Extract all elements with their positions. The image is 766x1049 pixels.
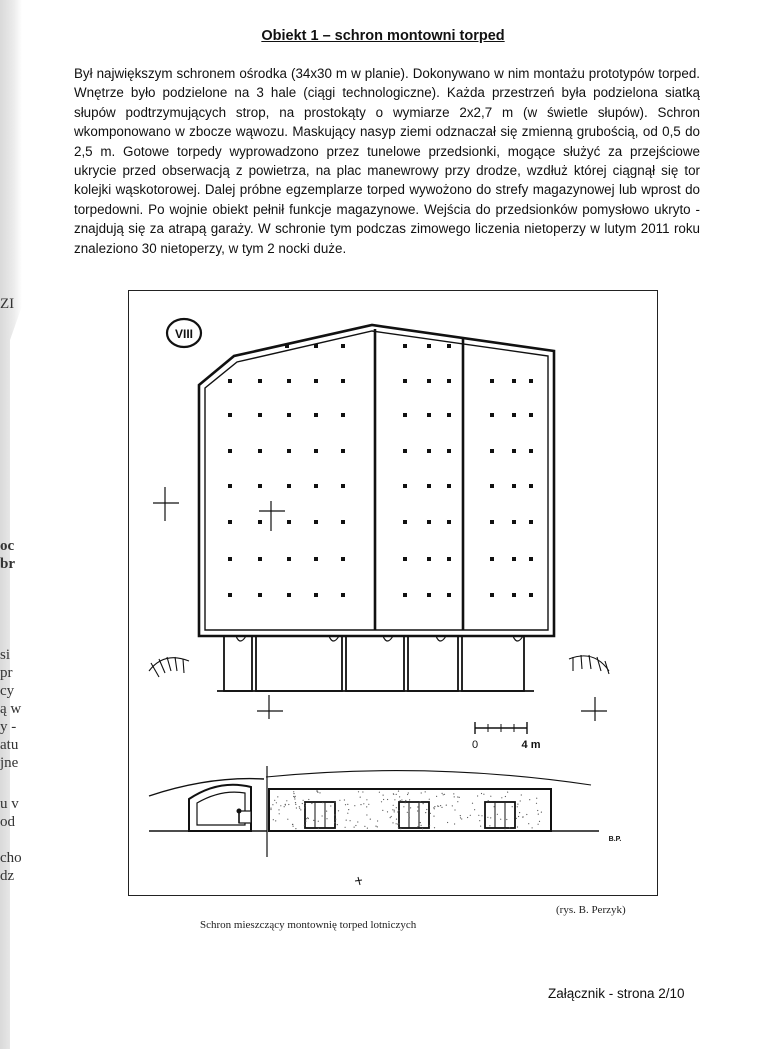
support-column [427,344,431,348]
support-column [512,557,516,561]
support-column [529,557,533,561]
bunker-drawing [128,290,658,896]
support-column [341,379,345,383]
edge-fragment: cho [0,850,22,866]
support-column [258,484,262,488]
support-column [287,413,291,417]
section-stipple [270,790,542,829]
support-column [341,593,345,597]
edge-fragment: y - [0,719,17,735]
support-column [447,379,451,383]
support-column [314,520,318,524]
support-column [285,344,289,348]
edge-fragment: oc [0,538,15,554]
edge-fragment: br [0,556,15,572]
support-column [228,593,232,597]
edge-fragment: dz [0,868,15,884]
support-column [341,344,345,348]
support-column [529,520,533,524]
support-column [403,344,407,348]
support-column [490,379,494,383]
support-column [403,520,407,524]
support-column [447,344,451,348]
support-column [447,449,451,453]
support-column [512,449,516,453]
support-column [490,413,494,417]
cross-section [149,766,599,857]
column-grid [228,344,533,597]
support-column [341,557,345,561]
floor-plan-outline [199,325,554,636]
bunker-plan-svg [129,291,657,895]
support-column [427,449,431,453]
support-column [287,593,291,597]
support-column [512,413,516,417]
support-column [512,593,516,597]
support-column [403,449,407,453]
edge-fragment: cy [0,683,15,699]
support-column [427,520,431,524]
support-column [314,344,318,348]
support-column [512,484,516,488]
support-column [341,449,345,453]
support-column [287,484,291,488]
support-column [427,413,431,417]
support-column [447,593,451,597]
support-column [341,484,345,488]
support-column [529,593,533,597]
support-column [258,557,262,561]
drawing-credit: (rys. B. Perzyk) [556,904,626,916]
page-title: Obiekt 1 – schron montowni torped [261,28,505,44]
support-column [529,484,533,488]
support-column [287,379,291,383]
description-paragraph: Był największym schronem ośrodka (34x30 m w planie). Dokonywano w nim montażu prototypów torped. Wnętrze było podzielone na 3 hale (ciągi technologiczne). Każda przestrzeń była podzielona siatką słupów podtrzymujących strop, na prostokąty o wymiarze 2x2,7 m (w świetle słupów). Schron wkomponowano w zboczе wąwozu. Maskujący nasyp ziemi odznaczał się zmienną grubością, od 0,5 do 2,5 m. Gotowe torpedy wyprowadzono przez tunelowe przedsionki, mogące służyć za przejściowe ukrycie przed obserwacją z powietrza, na plac manewrowy przy drodze, wzdłuż której ciągnął się tor kolejki wąskotorowej. Dalej próbne egzemplarze torped wywożono do strefy magazynowej lub wprost do torpedowni. Po wojnie obiekt pełnił funkcje magazynowe. Wejścia do przedsionków pomysłowo ukryto - znajdują się za atrapą garaży. W schronie tym podczas zimowego liczenia nietoperzy w lutym 2011 roku znaleziono 30 nietoperzy, w tym 2 nocki duże. [74,66,700,256]
support-column [447,484,451,488]
support-column [403,379,407,383]
support-column [403,484,407,488]
edge-fragment: od [0,814,15,830]
support-column [314,557,318,561]
edge-fragment: jne [0,755,19,771]
support-column [228,557,232,561]
edge-fragment: atu [0,737,19,753]
edge-fragment: ą w [0,701,22,717]
edge-fragment: u v [0,796,19,812]
support-column [258,379,262,383]
support-column [490,484,494,488]
support-column [314,593,318,597]
scale-bar [472,722,541,751]
page-footer: Załącznik - strona 2/10 [548,986,685,1001]
support-column [427,379,431,383]
support-column [228,449,232,453]
support-column [490,449,494,453]
support-column [228,484,232,488]
edge-fragment: pr [0,665,13,681]
plan-number: VIII [174,327,194,341]
support-column [427,557,431,561]
scale-end: 4 m [521,739,541,751]
support-column [341,520,345,524]
support-column [314,379,318,383]
edge-fragment: ZI [0,296,15,312]
support-column [529,413,533,417]
support-column [512,520,516,524]
support-column [287,449,291,453]
support-column [228,413,232,417]
support-column [447,520,451,524]
support-column [490,593,494,597]
ground-hatching [149,655,609,677]
center-mark [355,877,362,885]
support-column [490,520,494,524]
support-column [403,557,407,561]
support-column [447,557,451,561]
support-column [287,520,291,524]
support-column [512,379,516,383]
support-column [258,413,262,417]
support-column [427,593,431,597]
support-column [529,449,533,453]
support-column [447,413,451,417]
support-column [341,413,345,417]
plan-number-badge [167,319,201,347]
support-column [314,449,318,453]
support-column [258,593,262,597]
support-column [258,520,262,524]
support-column [427,484,431,488]
support-column [403,593,407,597]
support-column [228,520,232,524]
support-column [490,557,494,561]
survey-crosshairs [153,487,607,721]
entrance-vestibules [217,636,534,691]
support-column [287,557,291,561]
support-column [258,449,262,453]
drawing-signature: B.P. [608,836,622,843]
support-column [529,379,533,383]
support-column [314,484,318,488]
scale-start: 0 [471,739,479,751]
support-column [228,379,232,383]
figure-caption: Schron mieszczący montownię torped lotniczych [200,919,417,931]
edge-fragment: si [0,647,11,663]
support-column [314,413,318,417]
support-column [403,413,407,417]
